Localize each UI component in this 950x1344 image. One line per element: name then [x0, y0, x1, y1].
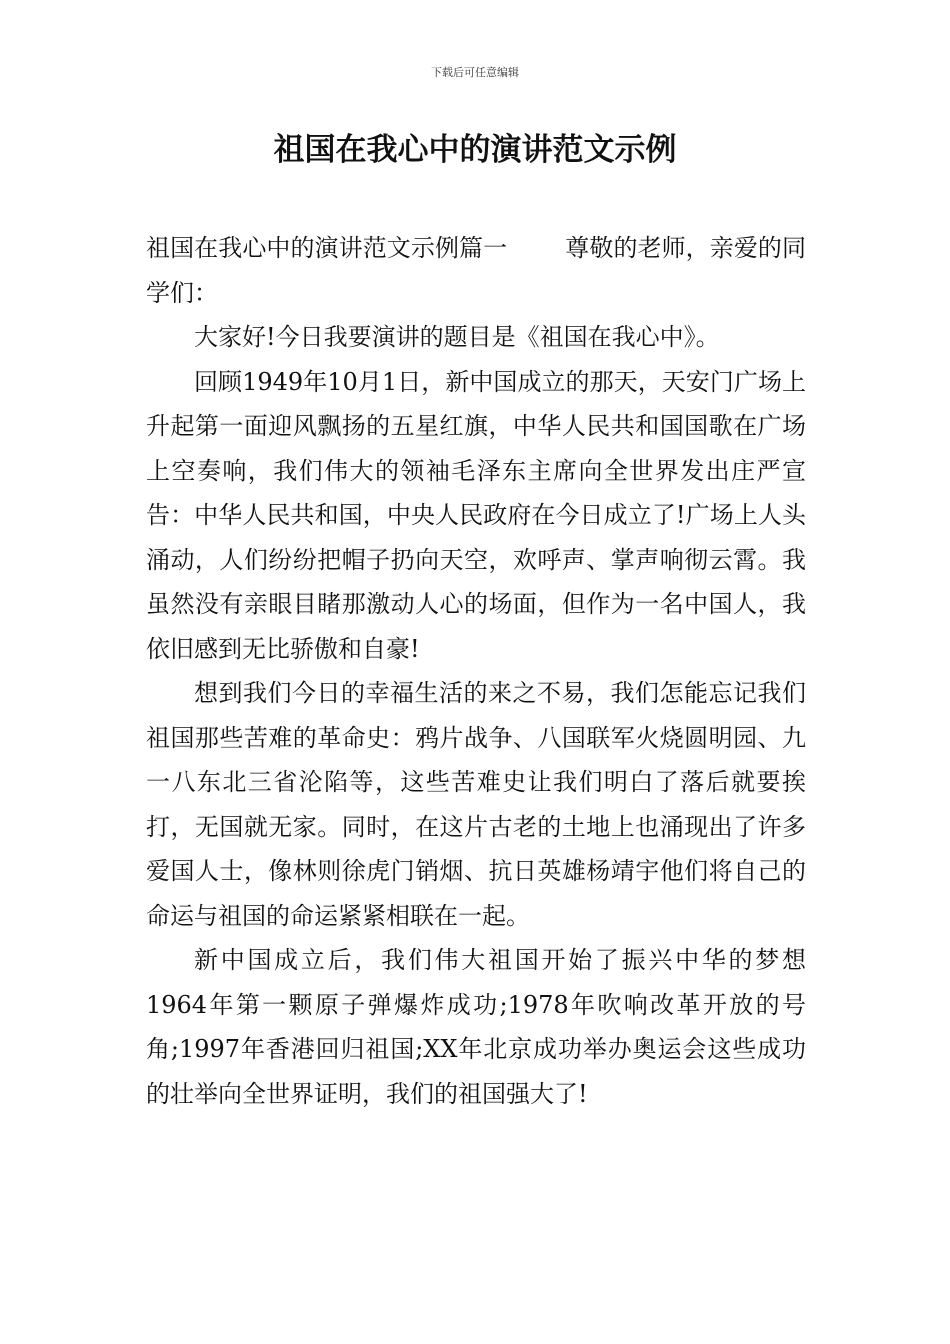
header-note: 下载后可任意编辑 [431, 66, 519, 79]
document-body [146, 226, 806, 1116]
document-title: 祖国在我心中的演讲范文示例 [273, 132, 677, 168]
body-paragraph-1: 大家好!今日我要演讲的题目是《祖国在我心中》。 [194, 323, 720, 351]
body-paragraph-3: 想到我们今日的幸福生活的来之不易，我们怎能忘记我们祖国那些苦难的革命史：鸦片战争、八国联军火烧圆明园、九一八东北三省沦陷等，这些苦难史让我们明白了落后就要挨打，无国就无家。同时，在这片古老的土地上也涌现出了许多爱国人士，像林则徐虎门销烟、抗日英雄杨靖宇他们将自己的命运与祖国的命运紧紧相联在一起。 [146, 679, 806, 930]
intro-greeting: 尊敬的老师，亲爱的同学们： [146, 234, 807, 307]
body-paragraph-4: 新中国成立后，我们伟大祖国开始了振兴中华的梦想1964年第一颗原子弹爆炸成功;1978年吹响改革开放的号角;1997年香港回归祖国;XX年北京成功举办奥运会这些成功的壮举向全世界证明，我们的祖国强大了! [146, 946, 806, 1108]
body-paragraph-2: 回顾1949年10月1日，新中国成立的那天，天安门广场上升起第一面迎风飘扬的五星红旗，中华人民共和国国歌在广场上空奏响，我们伟大的领袖毛泽东主席向全世界发出庄严宣告：中华人民共和国，中央人民政府在今日成立了!广场上人头涌动，人们纷纷把帽子扔向天空，欢呼声、掌声响彻云霄。我虽然没有亲眼目睹那激动人心的场面，但作为一名中国人，我依旧感到无比骄傲和自豪! [146, 367, 806, 663]
intro-paragraph [146, 226, 806, 315]
intro-label: 祖国在我心中的演讲范文示例篇一 [146, 234, 508, 262]
